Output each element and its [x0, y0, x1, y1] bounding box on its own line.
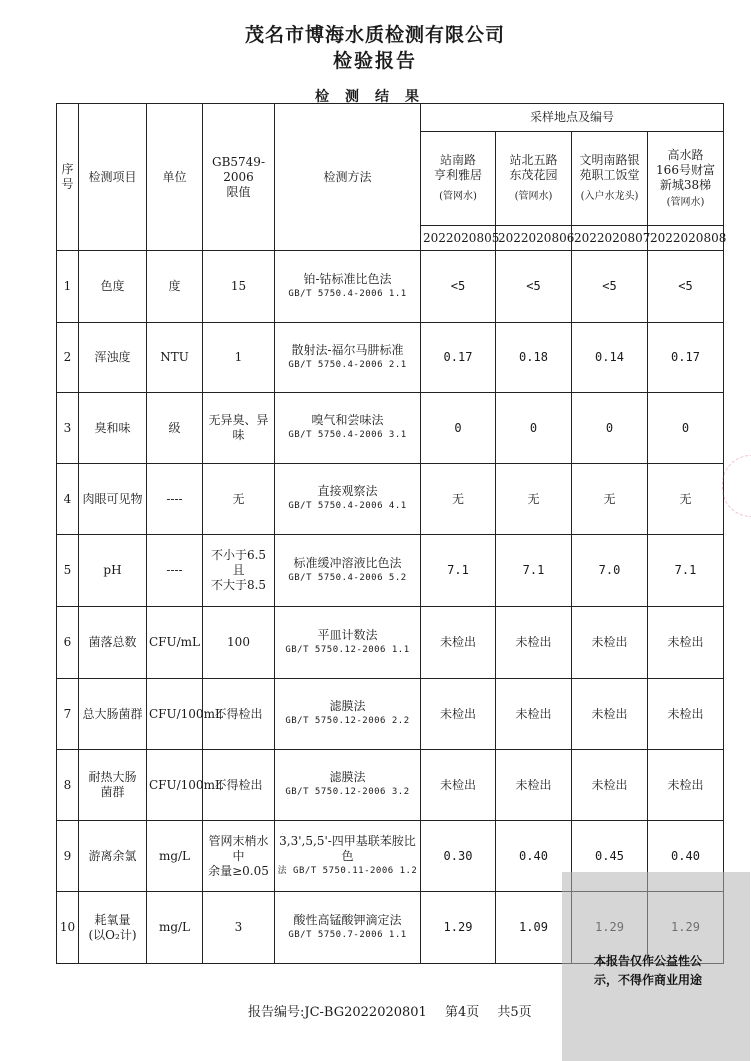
table-cell: 未检出: [572, 750, 648, 821]
table-cell: CFU/100mL: [147, 679, 203, 750]
table-cell: 1.09: [496, 892, 572, 964]
report-number: 报告编号:JC-BG2022020801: [248, 1005, 427, 1020]
table-cell: <5: [421, 251, 496, 323]
table-cell: 浑浊度: [79, 323, 147, 393]
table-cell: 7.1: [648, 535, 724, 607]
sample-code-3: 2022020807: [572, 226, 648, 251]
table-cell: 0.40: [648, 821, 724, 892]
table-cell: 7: [57, 679, 79, 750]
table-cell: 0.40: [496, 821, 572, 892]
table-cell: 7.1: [496, 535, 572, 607]
table-cell: 无异臭、异味: [203, 393, 275, 464]
location-4: 高水路 166号财富 新城38梯 (管网水): [648, 132, 724, 226]
table-cell: 0: [648, 393, 724, 464]
table-cell: 标准缓冲溶液比色法 GB/T 5750.4-2006 5.2: [275, 535, 421, 607]
header-limit-standard: GB5749-2006: [212, 154, 265, 184]
header-sampling: 采样地点及编号: [421, 104, 724, 132]
table-cell: 0: [421, 393, 496, 464]
table-cell: 未检出: [421, 607, 496, 679]
table-cell: 0.17: [648, 323, 724, 393]
table-cell: 平皿计数法 GB/T 5750.12-2006 1.1: [275, 607, 421, 679]
table-cell: 未检出: [572, 607, 648, 679]
table-cell: CFU/mL: [147, 607, 203, 679]
table-cell: 3: [203, 892, 275, 964]
table-cell: 耐热大肠 菌群: [79, 750, 147, 821]
header-unit: 单位: [147, 104, 203, 251]
page-number: 第4页: [444, 1005, 480, 1020]
table-row: [57, 679, 724, 750]
table-cell: 0.18: [496, 323, 572, 393]
table-cell: 8: [57, 750, 79, 821]
table-cell: 0: [496, 393, 572, 464]
table-row: [57, 607, 724, 679]
table-cell: 菌落总数: [79, 607, 147, 679]
table-cell: 5: [57, 535, 79, 607]
table-cell: 1: [203, 323, 275, 393]
header-item: 检测项目: [79, 104, 147, 251]
table-cell: 未检出: [496, 679, 572, 750]
table-row: [57, 535, 724, 607]
table-cell: 总大肠菌群: [79, 679, 147, 750]
table-cell: CFU/100mL: [147, 750, 203, 821]
location-3: 文明南路银 苑职工饭堂 (入户水龙头): [572, 132, 648, 226]
table-cell: 0.17: [421, 323, 496, 393]
table-cell: 10: [57, 892, 79, 964]
table-cell: 酸性高锰酸钾滴定法 GB/T 5750.7-2006 1.1: [275, 892, 421, 964]
watermark-line-2: 示，不得作商业用途: [594, 973, 703, 987]
results-table: [56, 103, 727, 964]
table-cell: 7.1: [421, 535, 496, 607]
location-1: 站南路 亨利雅居 (管网水): [421, 132, 496, 226]
table-cell: 3,3',5,5'-四甲基联苯胺比色 法 GB/T 5750.11-2006 1.2: [275, 821, 421, 892]
table-cell: 未检出: [496, 750, 572, 821]
report-title: 检验报告: [332, 50, 417, 72]
sample-code-1: 2022020805: [421, 226, 496, 251]
table-cell: ----: [147, 464, 203, 535]
location-type: (入户水龙头): [580, 191, 639, 202]
location-type: (管网水): [514, 191, 553, 202]
table-cell: 未检出: [421, 679, 496, 750]
table-cell: 铂-钴标准比色法 GB/T 5750.4-2006 1.1: [275, 251, 421, 323]
table-cell: 肉眼可见物: [79, 464, 147, 535]
table-cell: 100: [203, 607, 275, 679]
table-row: [57, 464, 724, 535]
table-cell: 不得检出: [203, 679, 275, 750]
table-cell: 0.45: [572, 821, 648, 892]
table-cell: 嗅气和尝味法 GB/T 5750.4-2006 3.1: [275, 393, 421, 464]
table-cell: 0.30: [421, 821, 496, 892]
location-type: (管网水): [439, 191, 477, 202]
table-cell: 臭和味: [79, 393, 147, 464]
table-cell: 无: [572, 464, 648, 535]
table-cell: 耗氧量 (以O₂计): [79, 892, 147, 964]
company-name: 茂名市博海水质检测有限公司: [244, 24, 505, 46]
location-type: (管网水): [666, 196, 705, 208]
watermark-notice: [562, 872, 750, 1061]
watermark-line-1: 本报告仅作公益性公: [594, 954, 703, 968]
table-cell: 3: [57, 393, 79, 464]
table-cell: 色度: [79, 251, 147, 323]
sample-code-4: 2022020808: [648, 226, 724, 251]
header-seq: 序号: [57, 104, 79, 251]
table-cell: 7.0: [572, 535, 648, 607]
table-row: [57, 323, 724, 393]
table-cell: 散射法-福尔马肼标准 GB/T 5750.4-2006 2.1: [275, 323, 421, 393]
table-cell: 15: [203, 251, 275, 323]
table-cell: 0: [572, 393, 648, 464]
table-row: [57, 750, 724, 821]
table-cell: <5: [572, 251, 648, 323]
table-cell: 无: [421, 464, 496, 535]
table-row: [57, 393, 724, 464]
table-cell: mg/L: [147, 821, 203, 892]
table-cell: 未检出: [496, 607, 572, 679]
table-cell: 6: [57, 607, 79, 679]
table-cell: 4: [57, 464, 79, 535]
table-cell: 未检出: [572, 679, 648, 750]
table-cell: pH: [79, 535, 147, 607]
table-cell: 1.29: [421, 892, 496, 964]
table-row: [57, 251, 724, 323]
table-cell: 未检出: [648, 607, 724, 679]
table-cell: 滤膜法 GB/T 5750.12-2006 3.2: [275, 750, 421, 821]
location-2: 站北五路 东茂花园 (管网水): [496, 132, 572, 226]
header-method: 检测方法: [275, 104, 421, 251]
table-cell: 度: [147, 251, 203, 323]
table-cell: 9: [57, 821, 79, 892]
table-cell: 无: [496, 464, 572, 535]
table-cell: 管网末梢水中 余量≥0.05: [203, 821, 275, 892]
section-title: 检测结果: [315, 89, 435, 105]
table-cell: 游离余氯: [79, 821, 147, 892]
header-limit-label: 限值: [226, 184, 251, 199]
table-cell: 滤膜法 GB/T 5750.12-2006 2.2: [275, 679, 421, 750]
header-limit: [203, 104, 275, 251]
table-cell: 未检出: [648, 750, 724, 821]
report-footer: [248, 1001, 546, 1020]
table-cell: 1: [57, 251, 79, 323]
table-cell: 直接观察法 GB/T 5750.4-2006 4.1: [275, 464, 421, 535]
table-cell: 无: [203, 464, 275, 535]
table-cell: NTU: [147, 323, 203, 393]
sample-code-2: 2022020806: [496, 226, 572, 251]
table-cell: 无: [648, 464, 724, 535]
table-cell: mg/L: [147, 892, 203, 964]
table-cell: 未检出: [648, 679, 724, 750]
table-cell: ----: [147, 535, 203, 607]
table-cell: 不得检出: [203, 750, 275, 821]
table-cell: <5: [496, 251, 572, 323]
table-cell: <5: [648, 251, 724, 323]
table-cell: 2: [57, 323, 79, 393]
table-cell: 不小于6.5且 不大于8.5: [203, 535, 275, 607]
seal-edge-mark: [722, 455, 751, 517]
table-cell: 未检出: [421, 750, 496, 821]
page-total: 共5页: [497, 1005, 532, 1020]
table-cell: 级: [147, 393, 203, 464]
table-cell: 0.14: [572, 323, 648, 393]
